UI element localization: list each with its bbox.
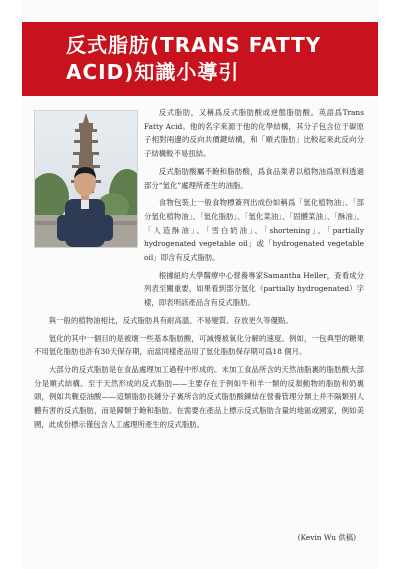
paragraph-shelf-life: 氫化的其中一個目的是被壞一些基本脂肪酸，可減慢被氧化分解的速度。例如，一包典型的糖果不用氫化脂肪也許有30天保存期，而當同樣產品用了氫化脂肪保存期可爲18 個月。 [34,333,364,357]
article-page [22,0,378,569]
paragraph-labels: 食物包裝上一般食物標簽列出成份如稱爲「氫化植物油」、「部分氫化植物油」、「氫化脂肪」、「氫化菜油」、「固體菜油」、「酥油」、「人造酥油」、「雪白奶油」、「shortening」、「partially hydrogenated vegetable oil」或「hydrogenated vegetable oil」即含有反式脂肪。 [144,198,364,263]
author-credit: (Kevin Wu 供稿) [297,533,356,542]
paragraph-advantages: 與一般的植物油相比，反式脂肪具有耐高溫、不易變質、存放更久等優點。 [48,315,293,325]
paragraph-origin: 大部分的反式脂肪是在食品處理加工過程中形成的。未加工食品所含的天然油脂裏的脂肪酸大部分是順式結構。至于天然形成的反式脂肪——主要存在于例如牛和羊一類的反芻動物的脂肪和奶裏頭，例如共軛亞油酸——這類脂肪長鏈分子裏所含的反式脂肪酸鍊結在營養管理分類上并不隔類别人體有害的反式脂肪，而是歸類于飽和脂肪。在需要在產品上標示反式脂肪含量的地區或國家，例如美國，此成份標示僅包含人工處理所產生的反式脂肪。 [34,364,364,429]
photo-spacer [34,106,144,302]
title-banner [22,22,378,96]
paragraph-hydrogenation: 反式脂肪酸屬不飽和脂肪酸，爲食品業者以植物油爲原料透過部分“氫化”處理所產生的油脂。 [144,166,364,190]
article-body [34,106,364,435]
paragraph-expert: 根據紐約大學醫療中心營養專家Samantha Heller，查看成分列表至關重要，如果看到部分氫化（partially hydrogenated）字樣，即表明該產品含有反式脂肪。 [144,270,364,308]
page-title: 反式脂肪(TRANS FATTY ACID)知識小導引 [66,33,322,84]
paragraph-structure: 反式脂肪，又稱爲反式脂肪酸或逆態脂肪酸。英語爲Trans Fatty Acid。他的名字來源于他的化學結構，其分子包含位于碳原子相對兩邊的反向共價鍵結構，和「順式脂肪」比較起來此反向分子結構較不易扭結。 [144,108,364,159]
